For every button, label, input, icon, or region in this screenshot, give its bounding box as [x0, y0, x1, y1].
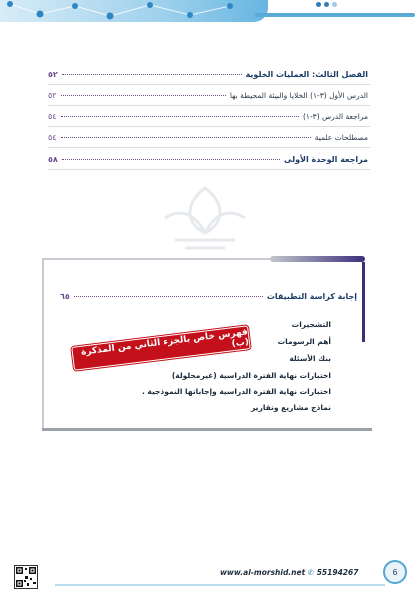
index-stamp: فهرس خاص بالجزء الثاني من المذكرة (ب) — [71, 325, 251, 371]
toc-row-page: ٥٤ — [48, 112, 57, 121]
phone-icon: ✆ — [307, 568, 315, 577]
dot-leader — [62, 159, 280, 160]
appendix-title: إجابة كراسة التطبيقات — [266, 292, 357, 301]
top-banner — [0, 0, 415, 26]
phone-number: 55194267 — [316, 568, 359, 577]
watermark-logo — [145, 178, 265, 258]
dot-leader — [61, 116, 299, 117]
footer-line — [55, 584, 385, 586]
list-item: اختبارات نهاية الفترة الدراسية (غيرمحلولة) — [171, 371, 331, 380]
separator — [48, 126, 370, 127]
list-item: بنك الأسئلة — [289, 354, 331, 363]
dot-leader — [74, 296, 263, 297]
toc-row-review[interactable] — [48, 112, 368, 121]
toc-row-page: ٥٢ — [48, 70, 58, 79]
list-item: أهم الرسومات — [277, 337, 331, 346]
toc-row-label: مصطلحات علمية — [314, 133, 368, 142]
toc-row-page: ٥٤ — [48, 133, 57, 142]
box-right-border — [362, 262, 365, 342]
toc-row-unit-review[interactable] — [48, 155, 368, 164]
toc-row-page: ٥٢ — [48, 91, 57, 100]
dot-leader — [61, 95, 226, 96]
banner-dot — [316, 2, 321, 7]
list-item: اختبارات نهاية الفترة الدراسية وإجاباتها النموذجية . — [141, 387, 331, 396]
toc-row-label: الفصل الثالث: العمليات الخلوية — [245, 70, 368, 79]
banner-dot — [324, 2, 329, 7]
page-number: 6 — [383, 560, 407, 584]
toc-row-label: مراجعة الدرس (٣-١) — [302, 112, 368, 121]
banner-line — [255, 13, 415, 17]
box-accent — [270, 256, 365, 262]
website-link[interactable]: www.al-morshid.net — [220, 568, 306, 577]
toc-row-label: مراجعة الوحدة الأولى — [283, 155, 368, 164]
separator — [48, 105, 370, 106]
separator — [48, 147, 370, 148]
toc-row-terms[interactable] — [48, 133, 368, 142]
appendix-page: ٦٥ — [60, 292, 70, 301]
list-item: التشجيرات — [291, 320, 331, 329]
molecule-decoration — [0, 0, 268, 24]
list-item: نماذج مشاريع وتقارير — [251, 403, 331, 412]
separator — [48, 84, 370, 85]
dot-leader — [61, 137, 311, 138]
box-left-border — [42, 258, 44, 428]
dot-leader — [62, 74, 242, 75]
separator — [48, 169, 370, 170]
footer-contact[interactable] — [220, 568, 358, 577]
toc-row-page: ٥٨ — [48, 155, 58, 164]
toc-row-label: الدرس الأول (٣-١) الخلايا والبيئة المحيطة بها — [229, 91, 368, 100]
appendix-title-row[interactable] — [60, 292, 357, 301]
toc-row-lesson[interactable] — [48, 91, 368, 100]
banner-dot — [332, 2, 337, 7]
qr-code-icon — [14, 565, 38, 589]
toc-row-chapter3[interactable] — [48, 70, 368, 79]
box-bottom-border — [42, 428, 372, 431]
